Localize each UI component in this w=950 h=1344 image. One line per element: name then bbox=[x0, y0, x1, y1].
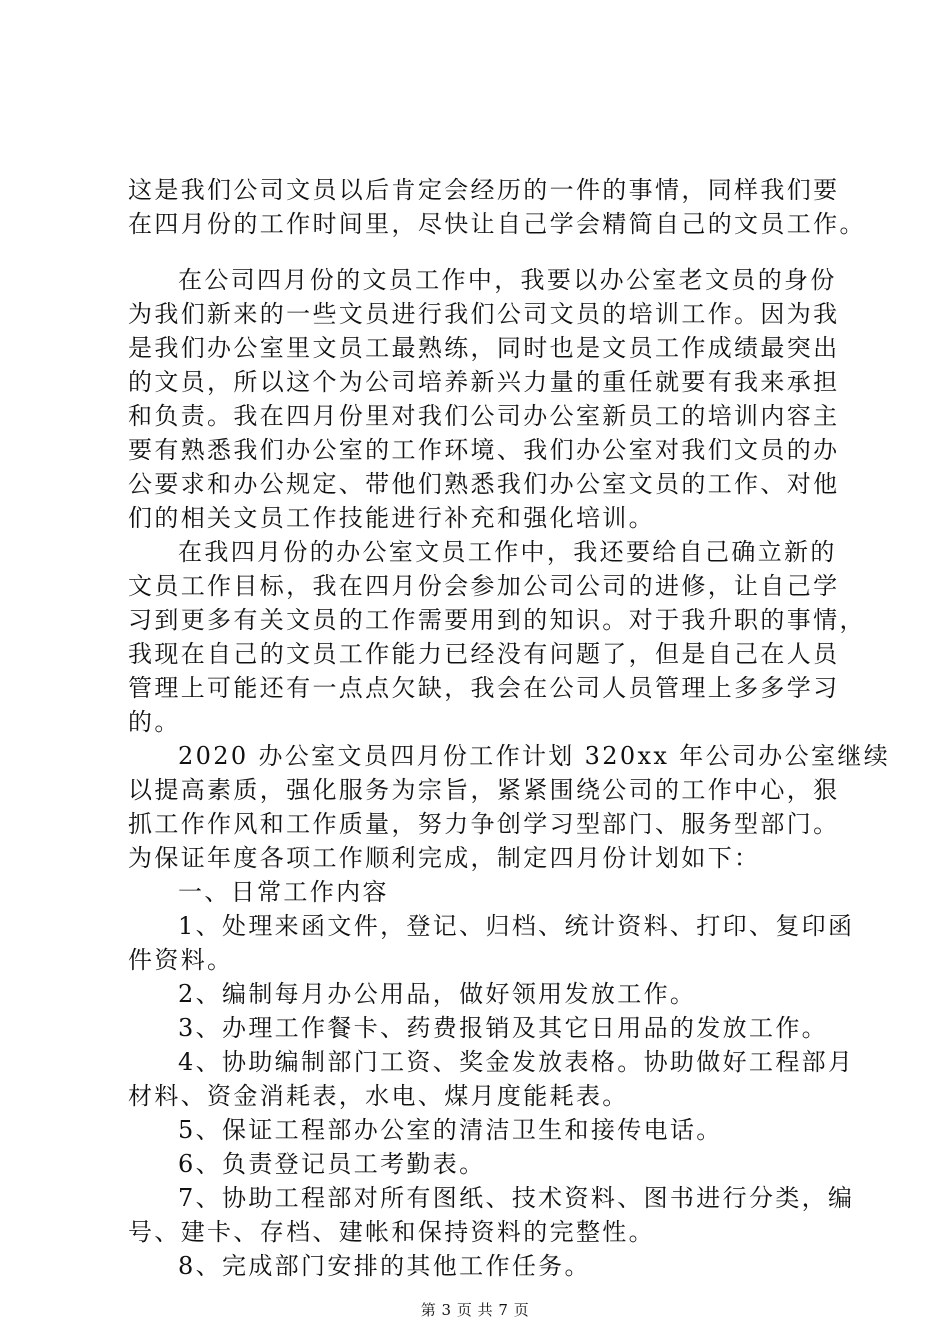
text-line: 为我们新来的一些文员进行我们公司文员的培训工作。因为我 bbox=[128, 300, 840, 328]
list-item: 2、编制每月办公用品，做好领用发放工作。 bbox=[178, 980, 697, 1008]
text-line: 们的相关文员工作技能进行补充和强化培训。 bbox=[128, 504, 655, 532]
text-line: 是我们办公室里文员工最熟练，同时也是文员工作成绩最突出 bbox=[128, 334, 840, 362]
list-item: 5、保证工程部办公室的清洁卫生和接传电话。 bbox=[178, 1116, 723, 1144]
text-line: 和负责。我在四月份里对我们公司办公室新员工的培训内容主 bbox=[128, 402, 840, 430]
text-line: 文员工作目标，我在四月份会参加公司公司的进修，让自己学 bbox=[128, 572, 840, 600]
text-line: 以提高素质，强化服务为宗旨，紧紧围绕公司的工作中心，狠 bbox=[128, 776, 840, 804]
list-item-continuation: 件资料。 bbox=[128, 946, 234, 974]
text-line: 在公司四月份的文员工作中，我要以办公室老文员的身份 bbox=[178, 266, 837, 294]
text-line: 我现在自己的文员工作能力已经没有问题了，但是自己在人员 bbox=[128, 640, 840, 668]
text-line: 抓工作作风和工作质量，努力争创学习型部门、服务型部门。 bbox=[128, 810, 840, 838]
list-item: 3、办理工作餐卡、药费报销及其它日用品的发放工作。 bbox=[178, 1014, 829, 1042]
text-line: 公要求和办公规定、带他们熟悉我们办公室文员的工作、对他 bbox=[128, 470, 840, 498]
text-line: 为保证年度各项工作顺利完成，制定四月份计划如下： bbox=[128, 844, 761, 872]
text-line: 在四月份的工作时间里，尽快让自己学会精简自己的文员工作。 bbox=[128, 210, 866, 238]
list-item: 8、完成部门安排的其他工作任务。 bbox=[178, 1252, 591, 1280]
text-line: 习到更多有关文员的工作需要用到的知识。对于我升职的事情， bbox=[128, 606, 866, 634]
page-number-footer: 第 3 页 共 7 页 bbox=[420, 1301, 530, 1319]
text-line: 在我四月份的办公室文员工作中，我还要给自己确立新的 bbox=[178, 538, 837, 566]
list-item: 1、处理来函文件，登记、归档、统计资料、打印、复印函 bbox=[178, 912, 855, 940]
text-line: 2020 办公室文员四月份工作计划 320xx 年公司办公室继续 bbox=[178, 742, 891, 770]
text-line: 要有熟悉我们办公室的工作环境、我们办公室对我们文员的办 bbox=[128, 436, 840, 464]
list-item-continuation: 号、建卡、存档、建帐和保持资料的完整性。 bbox=[128, 1218, 655, 1246]
text-line: 的文员，所以这个为公司培养新兴力量的重任就要有我来承担 bbox=[128, 368, 840, 396]
section-heading: 一、日常工作内容 bbox=[178, 878, 389, 906]
list-item: 6、负责登记员工考勤表。 bbox=[178, 1150, 486, 1178]
text-line: 的。 bbox=[128, 708, 181, 736]
list-item-continuation: 材料、资金消耗表，水电、煤月度能耗表。 bbox=[128, 1082, 629, 1110]
list-item: 7、协助工程部对所有图纸、技术资料、图书进行分类，编 bbox=[178, 1184, 855, 1212]
text-line: 这是我们公司文员以后肯定会经历的一件的事情，同样我们要 bbox=[128, 176, 840, 204]
text-line: 管理上可能还有一点点欠缺，我会在公司人员管理上多多学习 bbox=[128, 674, 840, 702]
list-item: 4、协助编制部门工资、奖金发放表格。协助做好工程部月 bbox=[178, 1048, 855, 1076]
